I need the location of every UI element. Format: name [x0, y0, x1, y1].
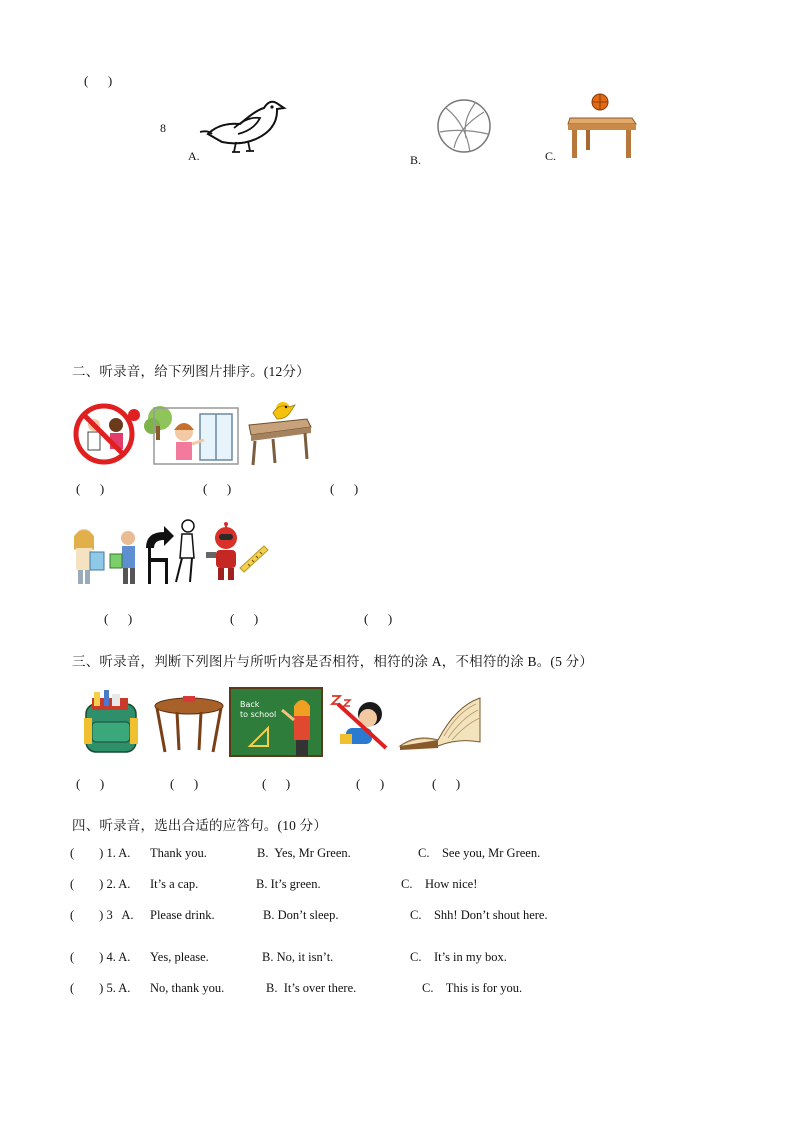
question-1-option-a: Thank you. [150, 846, 207, 860]
round-table-picture [153, 692, 225, 754]
answer-parentheses: ( ) [432, 776, 461, 791]
section-3-heading: 三、听录音，判断下列图片与所听内容是否相符，相符的涂 A，不相符的涂 B。(5 分） [72, 654, 594, 669]
section-2-heading: 二、听录音，给下列图片排序。(12分） [72, 364, 310, 379]
volleyball-picture [436, 98, 494, 156]
children-with-bags-picture [70, 524, 144, 586]
question-4-option-c: C. It’s in my box. [410, 950, 507, 964]
answer-parentheses: ( ) [262, 776, 291, 791]
answer-parentheses: ( ) [356, 776, 385, 791]
question-3-option-b: B. Don’t sleep. [263, 908, 339, 922]
schoolbag-picture [78, 690, 144, 756]
blackboard-line-1: Back [240, 700, 260, 709]
blackboard-text [240, 700, 276, 720]
answer-parentheses: ( ) [364, 611, 393, 626]
option-a-label: A. [188, 149, 200, 163]
answer-parentheses: ( ) [230, 611, 259, 626]
open-book-picture [396, 694, 482, 752]
question-3-option-c: C. Shh! Don’t shout here. [410, 908, 548, 922]
answer-parentheses: ( ) [330, 481, 359, 496]
section-4-heading: 四、听录音，选出合适的应答句。(10 分） [72, 818, 328, 833]
question-number: 8 [160, 121, 166, 135]
question-4-option-a: Yes, please. [150, 950, 209, 964]
bird-picture [198, 94, 282, 156]
question-2-option-b: B. It’s green. [256, 877, 321, 891]
question-2-option-a: It’s a cap. [150, 877, 199, 891]
question-5-option-b: B. It’s over there. [266, 981, 357, 995]
answer-parentheses: ( ) [84, 73, 113, 88]
question-3-lead: ( ) 3 A. [70, 908, 134, 922]
question-1-lead: ( ) 1. A. [70, 846, 131, 860]
sit-down-picture [142, 518, 206, 586]
ball-on-table-picture [566, 92, 638, 160]
question-4-lead: ( ) 4. A. [70, 950, 131, 964]
option-b-label: B. [410, 153, 422, 167]
answer-parentheses: ( ) [76, 776, 105, 791]
question-2-option-c: C. How nice! [401, 877, 478, 891]
open-window-picture [146, 400, 240, 466]
question-5-lead: ( ) 5. A. [70, 981, 131, 995]
no-talking-picture [72, 403, 142, 465]
no-sleeping-picture [330, 690, 392, 754]
question-5-option-a: No, thank you. [150, 981, 225, 995]
robot-with-ruler-picture [206, 522, 270, 586]
question-1-option-c: C. See you, Mr Green. [418, 846, 541, 860]
question-1-option-b: B. Yes, Mr Green. [257, 846, 351, 860]
question-5-option-c: C. This is for you. [422, 981, 523, 995]
bird-on-desk-picture [243, 397, 313, 467]
answer-parentheses: ( ) [203, 481, 232, 496]
option-c-label: C. [545, 149, 557, 163]
back-to-school-blackboard-picture [230, 688, 322, 756]
question-4-option-b: B. No, it isn’t. [262, 950, 334, 964]
blackboard-line-2: to school [240, 710, 277, 719]
answer-parentheses: ( ) [76, 481, 105, 496]
answer-parentheses: ( ) [104, 611, 133, 626]
question-3-option-a: Please drink. [150, 908, 215, 922]
question-2-lead: ( ) 2. A. [70, 877, 131, 891]
answer-parentheses: ( ) [170, 776, 199, 791]
